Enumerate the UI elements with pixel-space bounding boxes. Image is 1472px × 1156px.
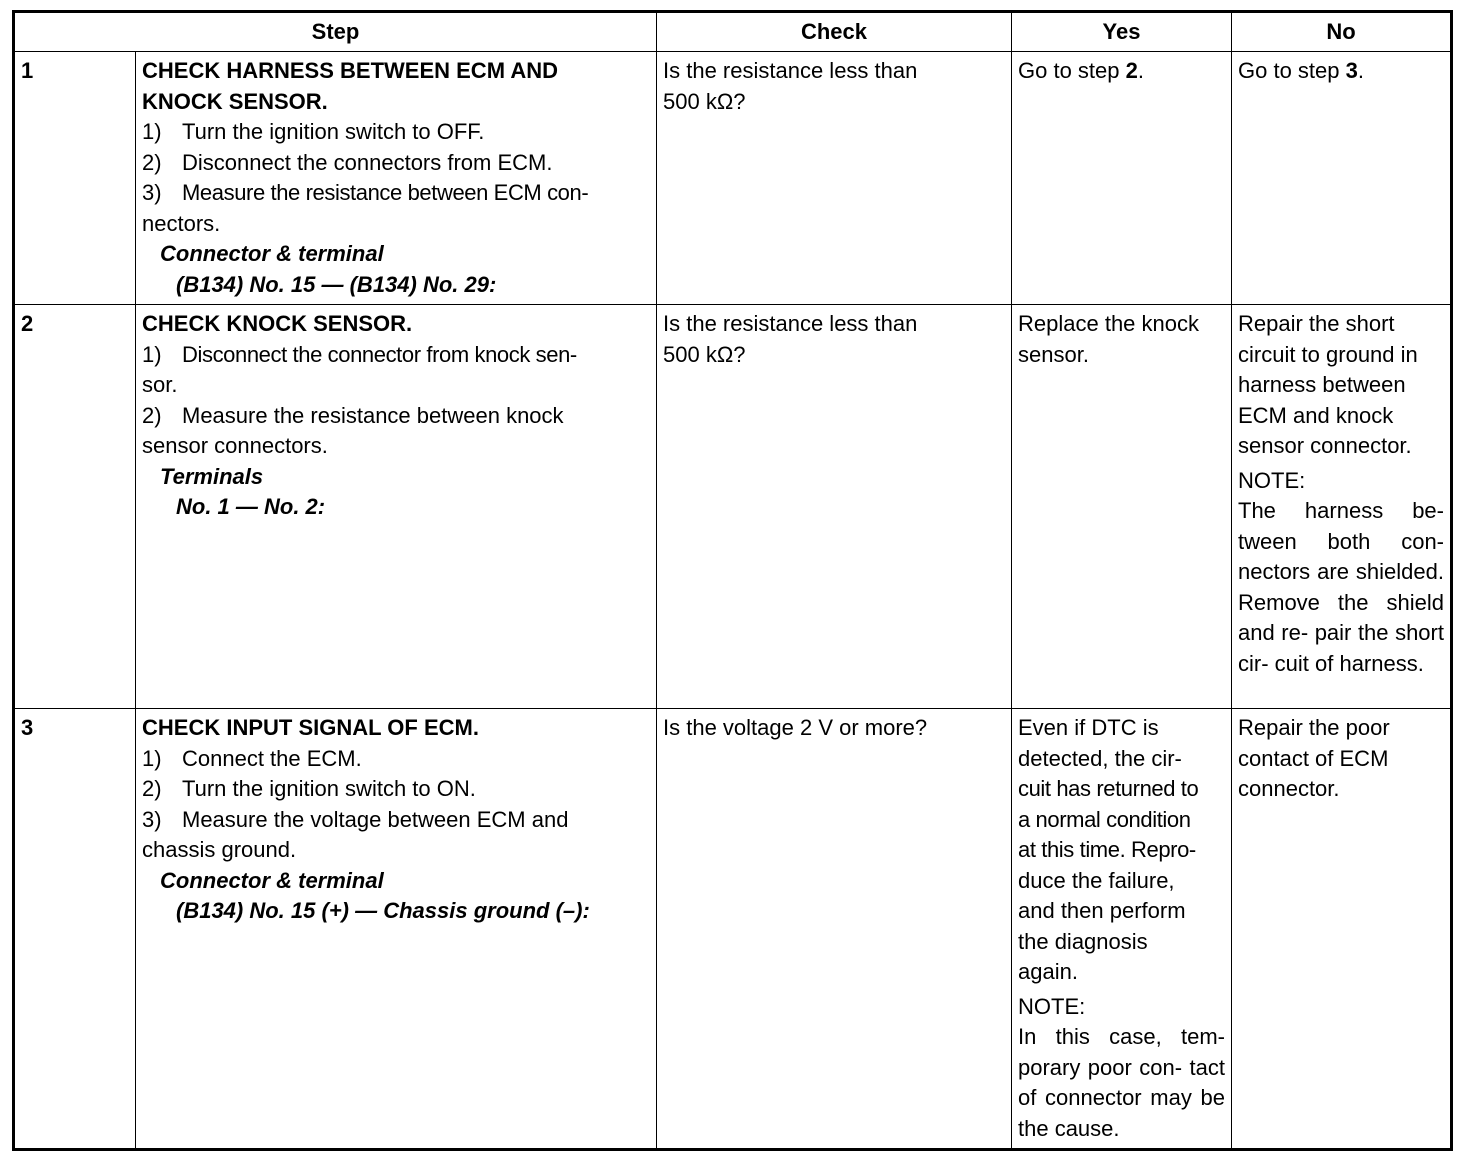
step-number: 1 [14,52,136,305]
header-row [14,12,1452,52]
step-instruction-cont: nectors. [142,210,221,236]
step-instruction-cont: sensor connectors. [142,433,328,458]
check-cell: Is the resistance less than 500 kΩ? [657,305,1012,709]
diagnostic-table [12,10,1453,1151]
note-text: The harness be- tween both con- nectors are shielded. Remove the shield and re- pair the short cir- cuit of harness. [1238,498,1444,676]
check-cell: Is the resistance less than 500 kΩ? [657,52,1012,305]
header-no: No [1232,12,1452,52]
table-row [14,709,1452,1150]
step-number: 2 [14,305,136,709]
no-cell: Go to step 3. [1232,52,1452,305]
spec-value: (B134) No. 15 — (B134) No. 29: [176,271,497,297]
check-cell: Is the voltage 2 V or more? [657,709,1012,1150]
step-instruction: 3) Measure the voltage between ECM and [142,806,569,832]
step-instruction-cont: chassis ground. [142,837,297,862]
header-step: Step [14,12,657,52]
step-description [136,52,657,305]
step-reference: 3 [1345,58,1358,83]
step-instruction: 1) Turn the ignition switch to OFF. [142,119,485,144]
step-instruction: 3) Measure the resistance between ECM con- [142,180,589,205]
note-text: In this case, tem- porary poor con- tact of connector may be the cause. [1018,1024,1225,1141]
step-instruction: 2) Disconnect the connectors from ECM. [142,149,553,175]
no-cell: Repair the poor contact of ECM connector. [1232,709,1452,1150]
note-label: NOTE: [1238,467,1306,493]
step-instruction: 2) Turn the ignition switch to ON. [142,776,476,801]
yes-cell: Go to step 2. [1012,52,1232,305]
step-title: CHECK KNOCK SENSOR. [142,311,413,336]
spec-label: Connector & terminal [160,241,384,266]
step-number: 3 [14,709,136,1150]
no-cell: Repair the short circuit to ground in harness between ECM and knock sensor connector. NOTE: The harness be- tween both con- nectors are shielded. Remove the shield and re- pair the short cir- cuit of harness. [1232,305,1452,709]
table-row [14,52,1452,305]
step-description [136,709,657,1150]
spec-value: (B134) No. 15 (+) — Chassis ground (–): [176,898,590,923]
step-instruction: 2) Measure the resistance between knock [142,402,564,428]
header-check: Check [657,12,1012,52]
step-instruction: 1) Disconnect the connector from knock sen- [142,341,577,367]
step-title: CHECK HARNESS BETWEEN ECM AND KNOCK SENSOR. [142,58,558,114]
step-instruction-cont: sor. [142,372,178,397]
note-label: NOTE: [1018,993,1086,1019]
step-description [136,305,657,709]
step-reference: 2 [1125,58,1138,83]
yes-cell: Replace the knock sensor. [1012,305,1232,709]
spec-label: Terminals [160,463,264,489]
header-yes: Yes [1012,12,1232,52]
table-row [14,305,1452,709]
spec-label: Connector & terminal [160,867,384,893]
spec-value: No. 1 — No. 2: [176,494,326,519]
step-title: CHECK INPUT SIGNAL OF ECM. [142,715,479,740]
yes-cell: Even if DTC is detected, the cir- cuit has returned to a normal condition at this time. Repro- duce the failure, and then perform the diagnosis again. NOTE: In this case, tem- porary poor con- tact of connector may be the cause. [1012,709,1232,1150]
step-instruction: 1) Connect the ECM. [142,745,362,771]
